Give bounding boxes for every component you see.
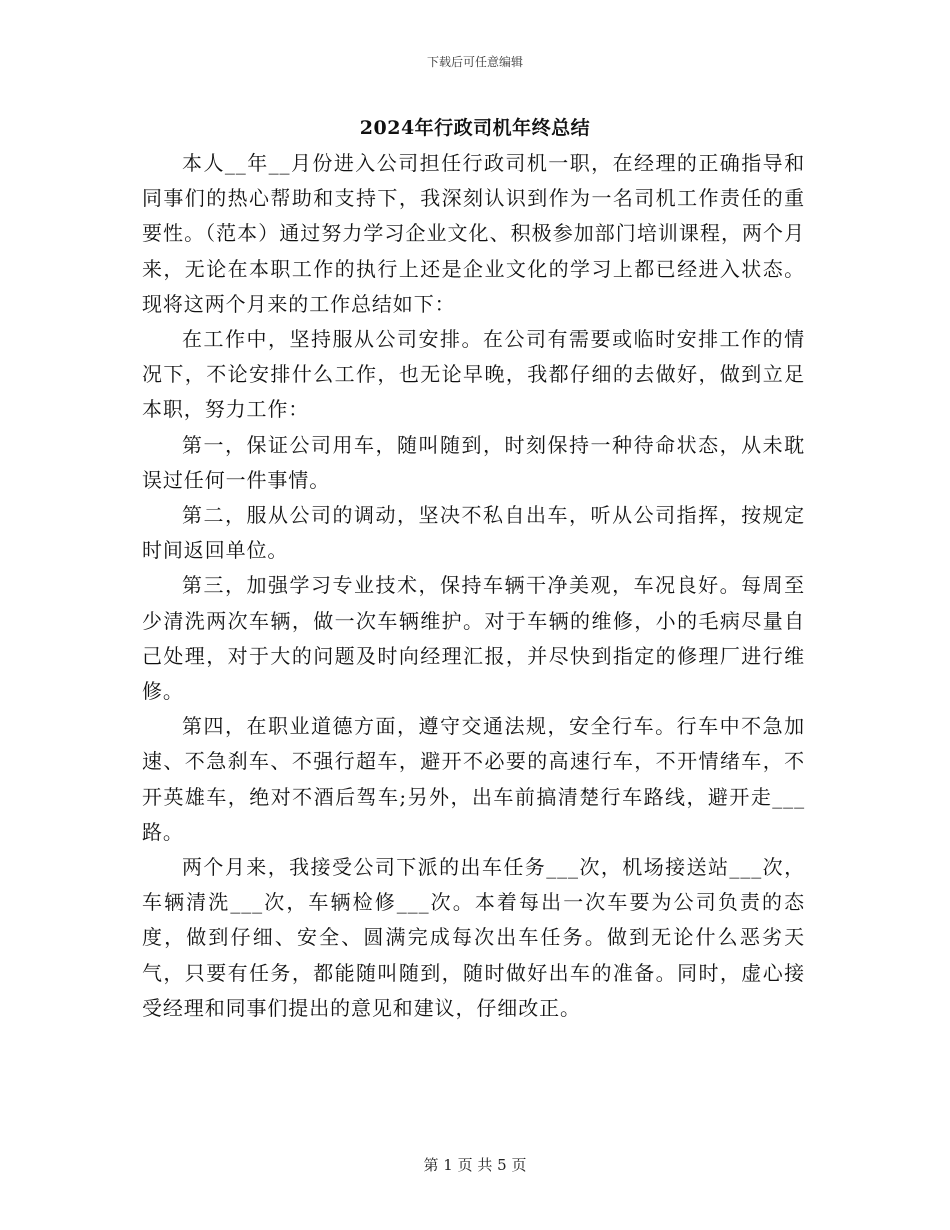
page-number: 第 1 页 共 5 页 xyxy=(423,1156,527,1174)
paragraph-fourth: 第四，在职业道德方面，遵守交通法规，安全行车。行车中不急加速、不急刹车、不强行超车，避开不必要的高速行车，不开情绪车，不开英雄车，绝对不酒后驾车;另外，出车前搞清楚行车路线，避开走___路。 xyxy=(142,714,805,844)
page-header-note: 下载后可任意编辑 xyxy=(426,55,523,69)
paragraph-summary: 两个月来，我接受公司下派的出车任务___次，机场接送站___次，车辆清洗___次，车辆检修___次。本着每出一次车要为公司负责的态度，做到仔细、安全、圆满完成每次出车任务。做到无论什么恶劣天气，只要有任务，都能随叫随到，随时做好出车的准备。同时，虚心接受经理和同事们提出的意见和建议，仔细改正。 xyxy=(142,855,805,1020)
document-title: 2024年行政司机年终总结 xyxy=(359,117,591,139)
paragraph-third: 第三，加强学习专业技术，保持车辆干净美观，车况良好。每周至少清洗两次车辆，做一次车辆维护。对于车辆的维修，小的毛病尽量自己处理，对于大的问题及时向经理汇报，并尽快到指定的修理厂进行维修。 xyxy=(142,573,805,704)
paragraph-obey-arrangement: 在工作中，坚持服从公司安排。在公司有需要或临时安排工作的情况下，不论安排什么工作，也无论早晚，我都仔细的去做好，做到立足本职，努力工作： xyxy=(142,327,805,422)
paragraph-first: 第一，保证公司用车，随叫随到，时刻保持一种待命状态，从未耽误过任何一件事情。 xyxy=(142,432,805,492)
paragraph-second: 第二，服从公司的调动，坚决不私自出车，听从公司指挥，按规定时间返回单位。 xyxy=(142,503,805,563)
paragraph-intro: 本人__年__月份进入公司担任行政司机一职，在经理的正确指导和同事们的热心帮助和支持下，我深刻认识到作为一名司机工作责任的重要性。（范本）通过努力学习企业文化、积极参加部门培训课程，两个月来，无论在本职工作的执行上还是企业文化的学习上都已经进入状态。现将这两个月来的工作总结如下： xyxy=(142,151,805,316)
document-body xyxy=(142,146,805,1026)
